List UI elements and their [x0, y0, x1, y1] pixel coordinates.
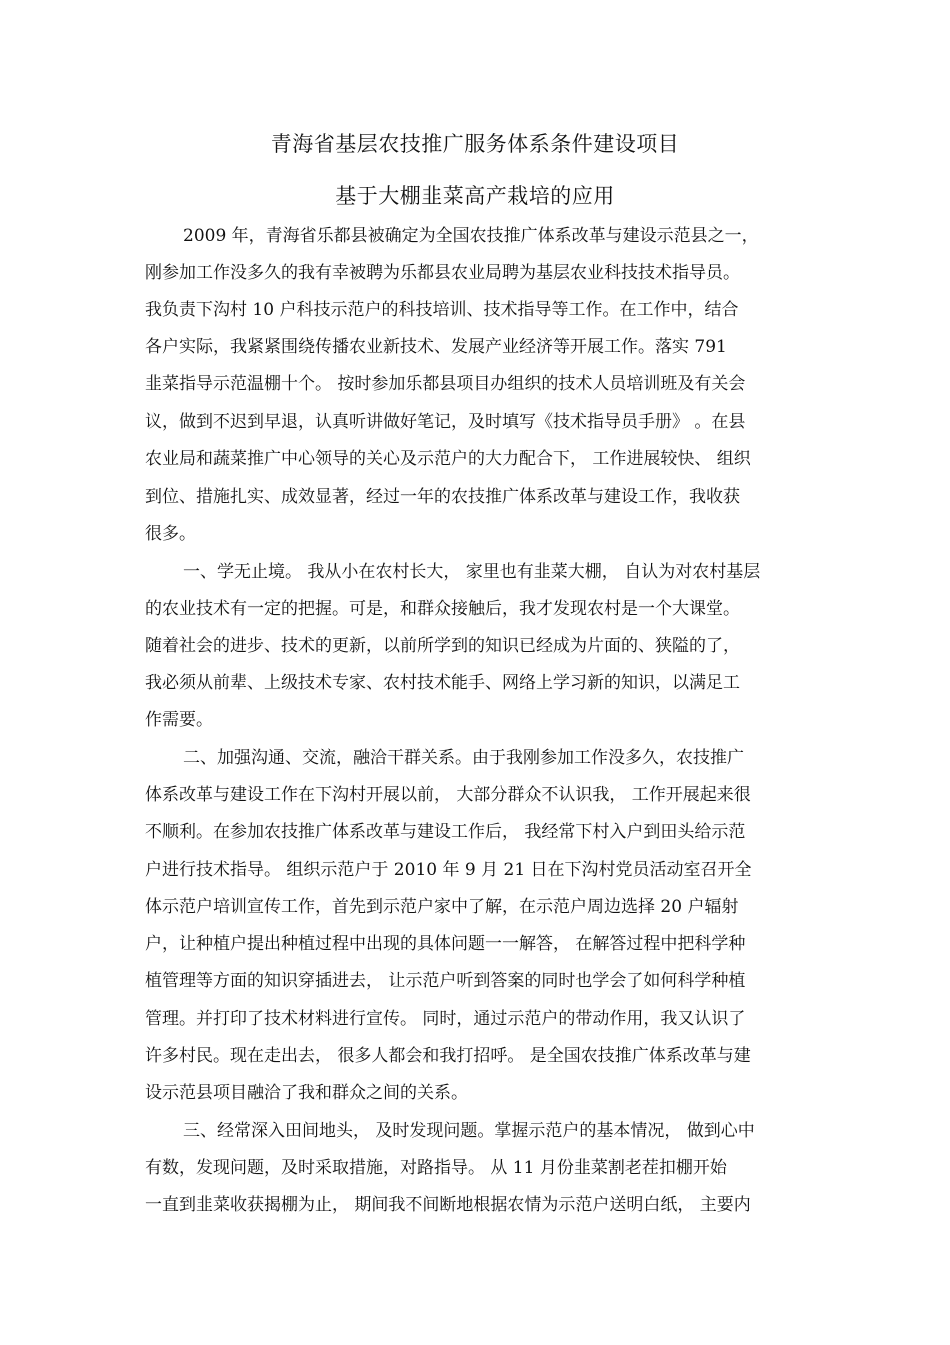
text-line: 我负责下沟村 10 户科技示范户的科技培训、技术指导等工作。在工作中，结合 [145, 300, 739, 320]
text-line: 户，让种植户提出种植过程中出现的具体问题一一解答， 在解答过程中把科学种 [145, 934, 746, 954]
text-line: 刚参加工作没多久的我有幸被聘为乐都县农业局聘为基层农业科技技术指导员。 [145, 263, 740, 283]
text-line: 体系改革与建设工作在下沟村开展以前， 大部分群众不认识我， 工作开展起来很 [145, 785, 751, 805]
document-title: 青海省基层农技推广服务体系条件建设项目 [270, 132, 680, 156]
text-line: 体示范户培训宣传工作，首先到示范户家中了解，在示范户周边选择 20 户辐射 [145, 897, 739, 917]
text-line: 户进行技术指导。 组织示范户于 2010 年 9 月 21 日在下沟村党员活动室召开全 [145, 860, 752, 880]
text-line: 一直到韭菜收获揭棚为止， 期间我不间断地根据农情为示范户送明白纸， 主要内 [145, 1195, 751, 1215]
text-line: 设示范县项目融洽了我和群众之间的关系。 [145, 1083, 468, 1103]
text-line: 作需要。 [145, 710, 213, 730]
text-line: 各户实际，我紧紧围绕传播农业新技术、发展产业经济等开展工作。落实 791 [145, 337, 727, 357]
document-subtitle: 基于大棚韭菜高产栽培的应用 [335, 184, 615, 208]
text-line: 一、学无止境。 我从小在农村长大， 家里也有韭菜大棚， 自认为对农村基层 [183, 562, 761, 582]
text-line: 随着社会的进步、技术的更新，以前所学到的知识已经成为片面的、狭隘的了， [145, 636, 740, 656]
text-line: 三、经常深入田间地头， 及时发现问题。掌握示范户的基本情况， 做到心中 [183, 1121, 755, 1141]
text-line: 不顺利。在参加农技推广体系改革与建设工作后， 我经常下村入户到田头给示范 [145, 822, 746, 842]
text-line: 很多。 [145, 524, 196, 544]
text-line: 管理。并打印了技术材料进行宣传。 同时，通过示范户的带动作用，我又认识了 [145, 1009, 746, 1029]
text-line: 韭菜指导示范温棚十个。 按时参加乐都县项目办组织的技术人员培训班及有关会 [145, 374, 746, 394]
text-line: 植管理等方面的知识穿插进去， 让示范户听到答案的同时也学会了如何科学种植 [145, 971, 746, 991]
text-line: 2009 年，青海省乐都县被确定为全国农技推广体系改革与建设示范县之一， [183, 226, 759, 246]
text-line: 的农业技术有一定的把握。可是，和群众接触后，我才发现农村是一个大课堂。 [145, 599, 740, 619]
text-line: 农业局和蔬菜推广中心领导的关心及示范户的大力配合下， 工作进展较快、 组织 [145, 449, 751, 469]
text-line: 议，做到不迟到早退，认真听讲做好笔记，及时填写《技术指导员手册》 。在县 [145, 412, 746, 432]
text-line: 二、加强沟通、交流，融洽干群关系。由于我刚参加工作没多久，农技推广 [183, 748, 744, 768]
text-line: 到位、措施扎实、成效显著，经过一年的农技推广体系改革与建设工作，我收获 [145, 487, 740, 507]
text-line: 许多村民。现在走出去， 很多人都会和我打招呼。 是全国农技推广体系改革与建 [145, 1046, 751, 1066]
text-line: 有数，发现问题，及时采取措施，对路指导。 从 11 月份韭菜割老茬扣棚开始 [145, 1158, 727, 1178]
text-line: 我必须从前辈、上级技术专家、农村技术能手、网络上学习新的知识，以满足工 [145, 673, 740, 693]
